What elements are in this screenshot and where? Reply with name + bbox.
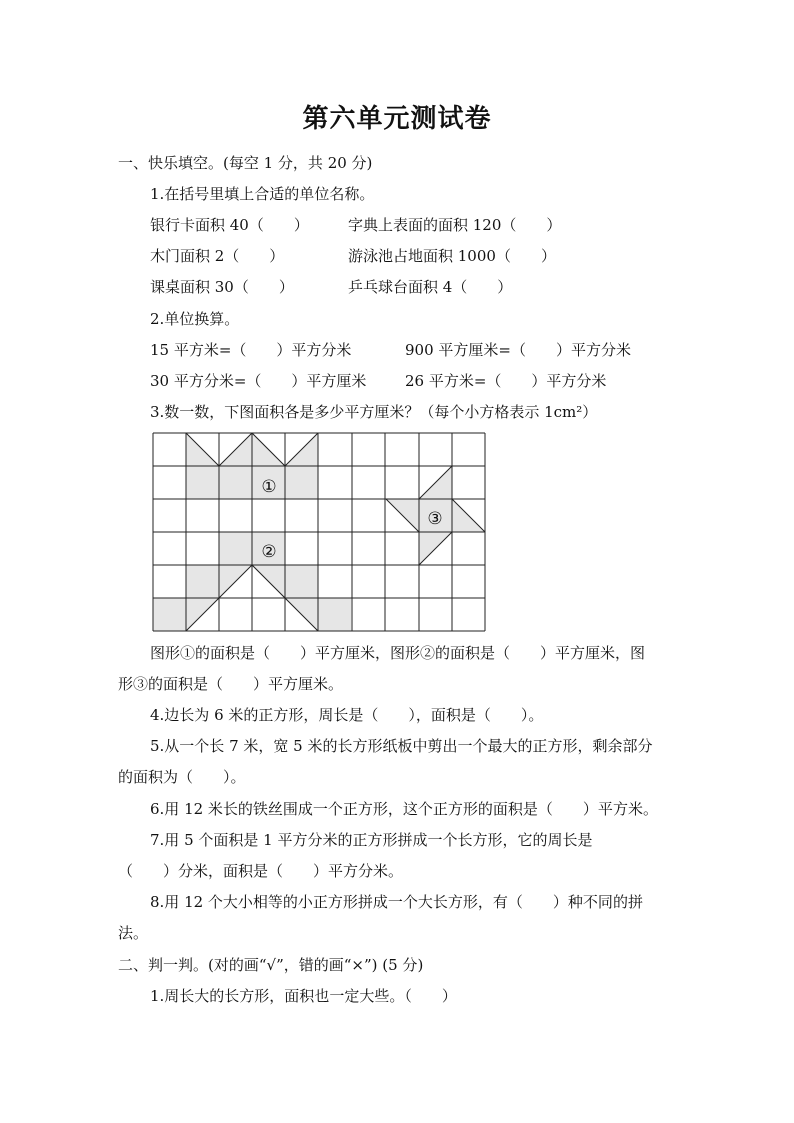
q1-item: 乒乓球台面积 4（ ） — [348, 278, 513, 296]
q2-stem: 2.单位换算。 — [150, 310, 240, 328]
q2-item: 30 平方分米=（ ）平方厘米 — [150, 372, 367, 390]
q1-item: 银行卡面积 40（ ） — [150, 216, 309, 234]
q1-item: 木门面积 2（ ） — [150, 247, 285, 265]
q2-item: 26 平方米=（ ）平方分米 — [405, 372, 607, 390]
q3-answer-line: 形③的面积是（ ）平方厘米。 — [118, 675, 344, 693]
q1-item: 课桌面积 30（ ） — [150, 278, 294, 296]
q7-text: 7.用 5 个面积是 1 平方分米的正方形拼成一个长方形，它的周长是 — [150, 831, 593, 849]
q6-text: 6.用 12 米长的铁丝围成一个正方形，这个正方形的面积是（ ）平方米。 — [150, 800, 658, 818]
page-title: 第六单元测试卷 — [302, 104, 492, 134]
q5-text: 5.从一个长 7 米，宽 5 米的长方形纸板中剪出一个最大的正方形，剩余部分 — [150, 737, 653, 755]
q8-text: 法。 — [118, 924, 149, 942]
figure-grid — [152, 432, 486, 634]
figure-1-label: ① — [261, 477, 277, 497]
q3-stem: 3.数一数，下图面积各是多少平方厘米？（每个小方格表示 1cm²） — [150, 403, 598, 421]
q3-answer-line: 图形①的面积是（ ）平方厘米，图形②的面积是（ ）平方厘米，图 — [150, 644, 646, 662]
q1-stem: 1.在括号里填上合适的单位名称。 — [150, 185, 375, 203]
q5-text: 的面积为（ ）。 — [118, 768, 246, 786]
figure-2-label: ② — [261, 542, 277, 562]
q2-item: 15 平方米=（ ）平方分米 — [150, 341, 352, 359]
q1-item: 字典上表面的面积 120（ ） — [348, 216, 562, 234]
q4-text: 4.边长为 6 米的正方形，周长是（ ），面积是（ ）。 — [150, 706, 544, 724]
q2-item: 900 平方厘米=（ ）平方分米 — [405, 341, 631, 359]
q8-text: 8.用 12 个大小相等的小正方形拼成一个大长方形，有（ ）种不同的拼 — [150, 893, 643, 911]
q7-text: （ ）分米，面积是（ ）平方分米。 — [118, 862, 404, 880]
judge-q1-text: 1.周长大的长方形，面积也一定大些。（ ） — [150, 987, 457, 1005]
figure-3-label: ③ — [427, 509, 443, 529]
q1-item: 游泳池占地面积 1000（ ） — [348, 247, 556, 265]
section1-heading: 一、快乐填空。(每空 1 分，共 20 分) — [118, 154, 373, 172]
section2-heading: 二、判一判。(对的画“√”，错的画“×”) (5 分) — [118, 956, 424, 974]
